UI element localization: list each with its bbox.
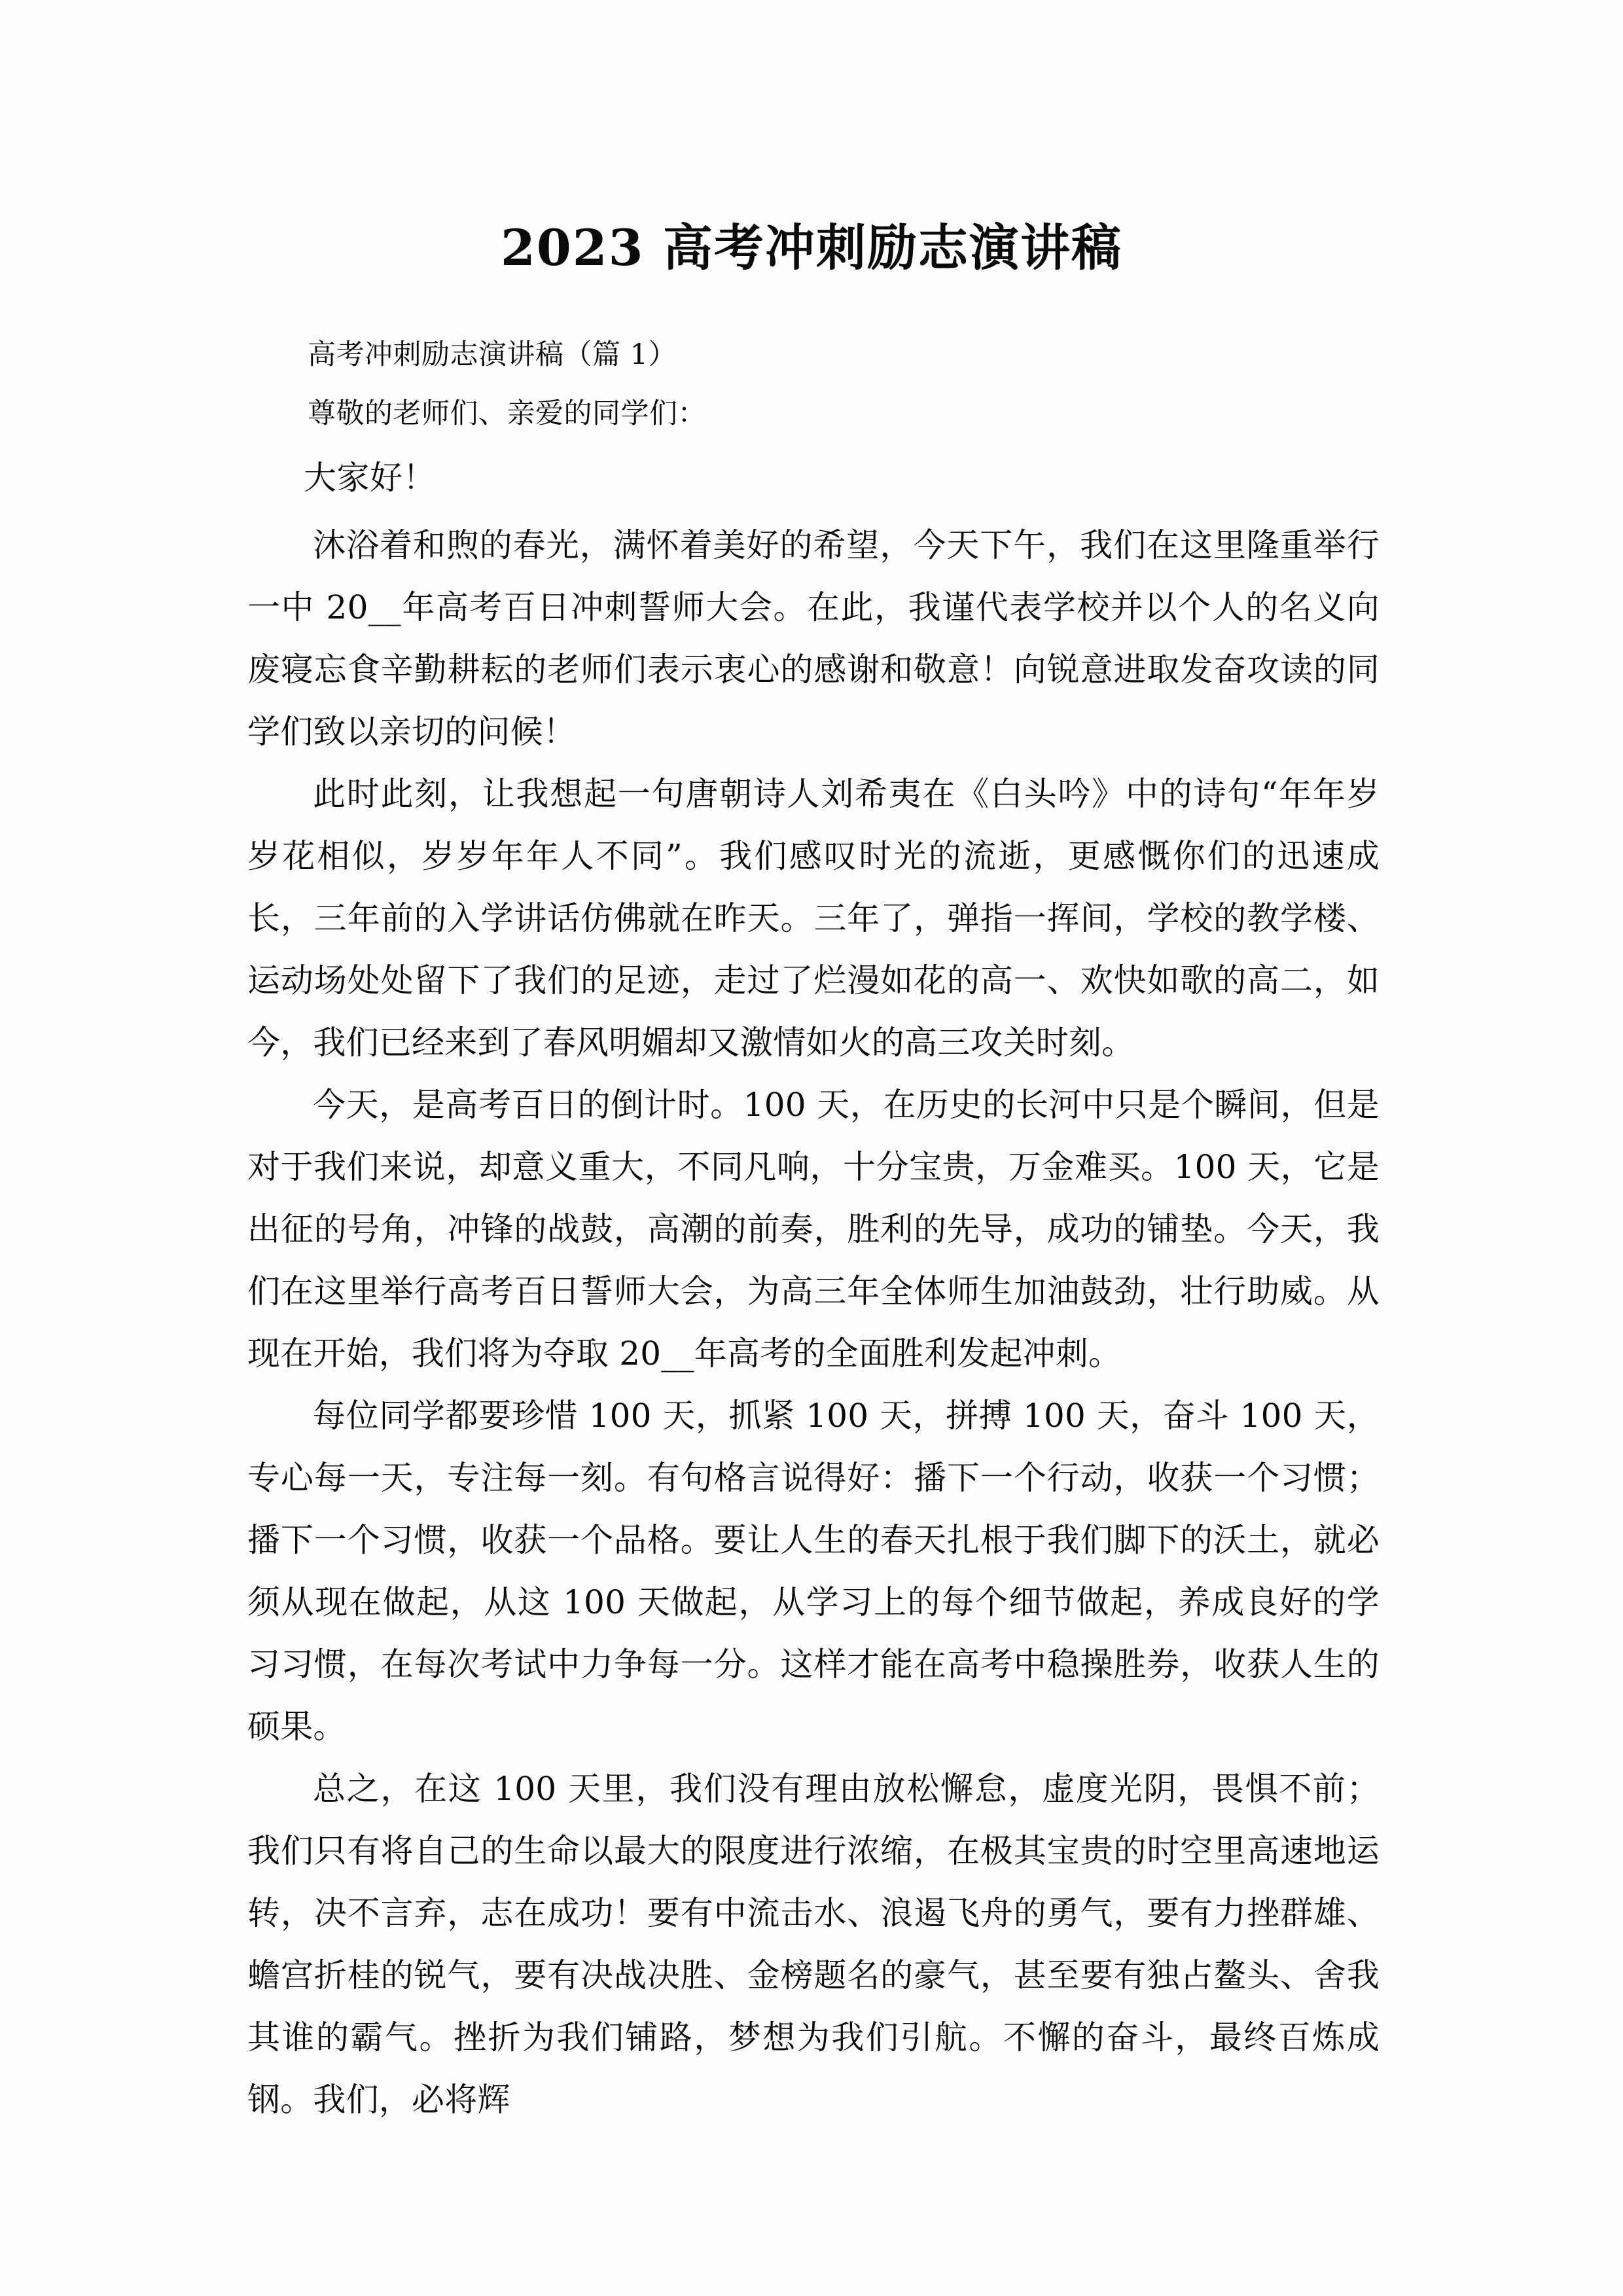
greeting-line: 大家好！ (304, 459, 436, 497)
page-title: 2023 高考冲刺励志演讲稿 (501, 218, 1122, 277)
body-paragraph: 今天，是高考百日的倒计时。100 天，在历史的长河中只是个瞬间，但是对于我们来说，却意义重大，不同凡响，十分宝贵，万金难买。100 天，它是出征的号角，冲锋的战鼓，高潮的前奏，胜利的先导，成功的铺垫。今天，我们在这里举行高考百日誓师大会，为高三年全体师生加油鼓劲，壮行助威。从现在开始，我们将为夺取 20__年高考的全面胜利发起冲刺。 (247, 1086, 1380, 1372)
subheading-article-label: 高考冲刺励志演讲稿（篇 1） (308, 338, 677, 371)
body-paragraph: 每位同学都要珍惜 100 天，抓紧 100 天，拼搏 100 天，奋斗 100 天，专心每一天，专注每一刻。有句格言说得好：播下一个行动，收获一个习惯；播下一个习惯，收获一个品格。要让人生的春天扎根于我们脚下的沃土，就必须从现在做起，从这 100 天做起，从学习上的每个细节做起，养成良好的学习习惯，在每次考试中力争每一分。这样才能在高考中稳操胜券，收获人生的硕果。 (247, 1397, 1380, 1746)
body-paragraph: 总之，在这 100 天里，我们没有理由放松懈怠，虚度光阴，畏惧不前；我们只有将自己的生命以最大的限度进行浓缩，在极其宝贵的时空里高速地运转，决不言弃，志在成功！要有中流击水、浪遏飞舟的勇气，要有力挫群雄、蟾宫折桂的锐气，要有决战决胜、金榜题名的豪气，甚至要有独占鳌头、舍我其谁的霸气。挫折为我们铺路，梦想为我们引航。不懈的奋斗，最终百炼成钢。我们，必将辉 (247, 1770, 1380, 2119)
body-paragraph: 沐浴着和煦的春光，满怀着美好的希望，今天下午，我们在这里隆重举行一中 20__年高考百日冲刺誓师大会。在此，我谨代表学校并以个人的名义向废寝忘食辛勤耕耘的老师们表示衷心的感谢和敬意！向锐意进取发奋攻读的同学们致以亲切的问候！ (247, 526, 1380, 751)
body-paragraph: 此时此刻，让我想起一句唐朝诗人刘希夷在《白头吟》中的诗句“年年岁岁花相似，岁岁年年人不同”。我们感叹时光的流逝，更感慨你们的迅速成长，三年前的入学讲话仿佛就在昨天。三年了，弹指一挥间，学校的教学楼、运动场处处留下了我们的足迹，走过了烂漫如花的高一、欢快如歌的高二，如今，我们已经来到了春风明媚却又激情如火的高三攻关时刻。 (247, 775, 1380, 1062)
salutation-line: 尊敬的老师们、亲爱的同学们： (308, 397, 706, 430)
document-body (247, 332, 1380, 2131)
